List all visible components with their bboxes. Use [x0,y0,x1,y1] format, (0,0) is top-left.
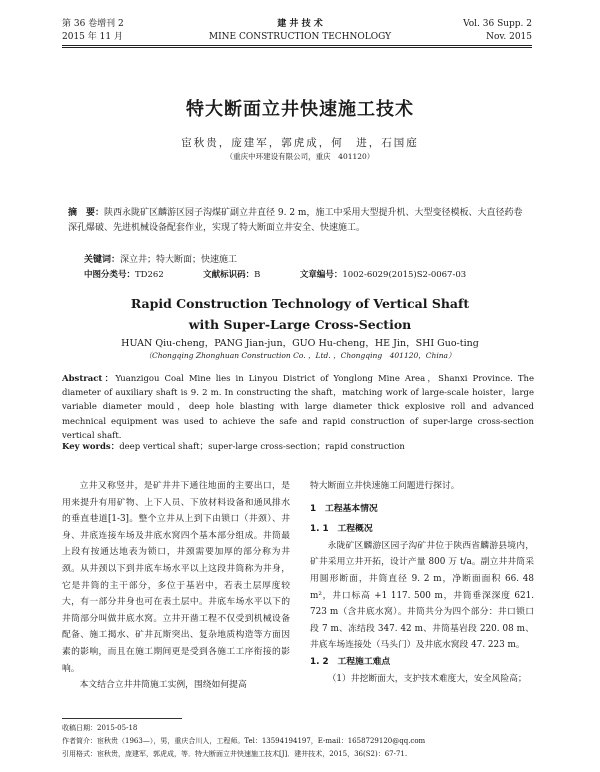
abstract-en-label: Abstract： [62,374,116,384]
abstract-cn [68,206,524,236]
header-vol-en: Vol. 36 Supp. 2 [463,19,532,29]
keywords-cn [84,252,237,265]
doc-code-value: B [254,270,261,280]
title-en-line1: Rapid Construction Technology of Vertical Shaft [130,296,470,311]
header-year-month-cn: 2015 年 11 月 [62,32,123,42]
article-id-value: 1002-6029(2015)S2-0067-03 [342,270,467,280]
body-paragraph: 立井又称竖井，是矿井井下通往地面的主要出口，是用来提升有用矿物、上下人员、下放材料设备和通风排水的垂直巷道[1-3]。整个立井从上到下由锁口（井颈）、井身、井底连接车场及井底水窝四个基本部分组成。井筒最上段有按通达地表为锁口，井颈需要加厚的部分称为井颈。从井颈以下到井底车场水平以上这段井筒称为井身，它是井筒的主干部分，多位于基岩中，若表土层厚度较大，有一部分井身也可在表土层中。井底车场水平以下的井筒部分叫做井底水窝。立井开凿工程不仅受到机械设备配备、施工揭水、矿井瓦斯突出、复杂地质构造等方面因素的影响，而且在施工期间更是受到各施工工序衔接的影响。 [62,481,290,674]
article-id-label: 文章编号： [299,270,343,280]
section-heading: 1 工程基本情况 [310,503,378,514]
header-vol-issue-cn: 第 36 卷增刊 2 [62,19,124,29]
body-paragraph: 特大断面立井快速施工问题进行探讨。 [310,481,460,491]
header-journal-en: MINE CONSTRUCTION TECHNOLOGY [208,32,392,42]
header-month-en: Nov. 2015 [486,32,532,42]
header-rule-thin [62,47,532,48]
classification-row [84,268,466,280]
abstract-cn-label: 摘 要： [68,208,105,218]
authors-en: HUAN Qiu-cheng，PANG Jian-jun，GUO Hu-cheng，HE Jin，SHI Guo-ting [121,338,479,349]
footnote-rule [62,718,182,719]
footnote-received: 收稿日期：2015-05-18 [62,724,138,732]
header-journal-cn: 建 井 技 术 [277,19,323,29]
body-left-column [62,478,290,694]
title-en-line2: with Super-Large Cross-Section [188,317,412,332]
keywords-cn-text: 深立井；特大断面；快速施工 [120,255,238,265]
affiliation-en: （Chongqing Zhonghuan Construction Co. ，Ltd. ，Chongqing 401120，China） [144,351,456,360]
body-right-column [310,478,534,687]
clc-label: 中图分类号： [84,270,136,280]
page-title-cn: 特大断面立井快速施工技术 [186,99,414,120]
page-title-en [0,293,600,335]
abstract-en-text: Yuanzigou Coal Mine lies in Linyou District of Yonglong Mine Area，Shanxi Province. The diameter of auxiliary shaft is 9. 2 m. In constructing the shaft，matching work of large-scale hoister，large variable diameter mould，deep hole blasting with large diameter thick explosive roll and advanced mechnical equipment was used to achieve the safe and rapid construction of super-large cross-section vertical shaft. [62,374,534,441]
doc-code-label: 文献标识码： [203,270,255,280]
footnote [62,722,425,761]
abstract-cn-text: 陕西永陇矿区麟游区园子沟煤矿副立井直径 9. 2 m，施工中采用大型提升机、大型变径模板、大直径药卷深孔爆破、先进机械设备配套作业，实现了特大断面立井安全、快速施工。 [68,208,523,233]
abstract-en [62,372,534,443]
affiliation-cn: （重庆中环建设有限公司，重庆 401120） [225,152,375,161]
authors-cn: 宦秋贵，庞建军，郭虎成，何 进，石国庭 [181,137,419,149]
subsection-heading: 1. 2 工程施工难点 [310,656,391,667]
footnote-citation: 引用格式：宦秋贵，庞建军，郭虎成，等．特大断面立井快速施工技术[J]．建井技术，2015，36(S2)：67-71. [62,750,408,758]
body-paragraph: 永陇矿区麟游区园子沟矿井位于陕西省麟游县境内，矿井采用立井开拓，设计产量 800 万 t/a。副立井井筒采用圆形断面，井筒直径 9. 2 m，净断面面积 66. 48 m²，井口标高 +1 117. 500 m，井筒垂深深度 621. 723 m（含井底水窝）。井筒共分为四个部分：井口锁口段 7 m、冻结段 347. 42 m、井筒基岩段 220. 08 m、井底车场连接处（马头门）及井底水窝段 47. 223 m。 [310,540,534,651]
keywords-en-text: deep vertical shaft；super-large cross-section；rapid construction [119,442,405,452]
subsection-heading: 1. 1 工程概况 [310,524,373,535]
footnote-author-bio: 作者简介：宦秋贵（1963—），男，重庆合川人，工程师。Tel：13594194197，E-mail：1658729120@qq.com [62,737,426,745]
header-rule [62,45,532,46]
body-paragraph: （1）井挖断面大，支护技术难度大，安全风险高； [327,673,527,684]
body-paragraph: 本文结合立井井筒施工实例，围绕如何提高 [79,680,247,691]
keywords-cn-label: 关键词： [84,255,121,265]
keywords-en [62,440,405,452]
keywords-en-label: Key words： [62,442,120,452]
clc-value: TD262 [135,270,164,280]
